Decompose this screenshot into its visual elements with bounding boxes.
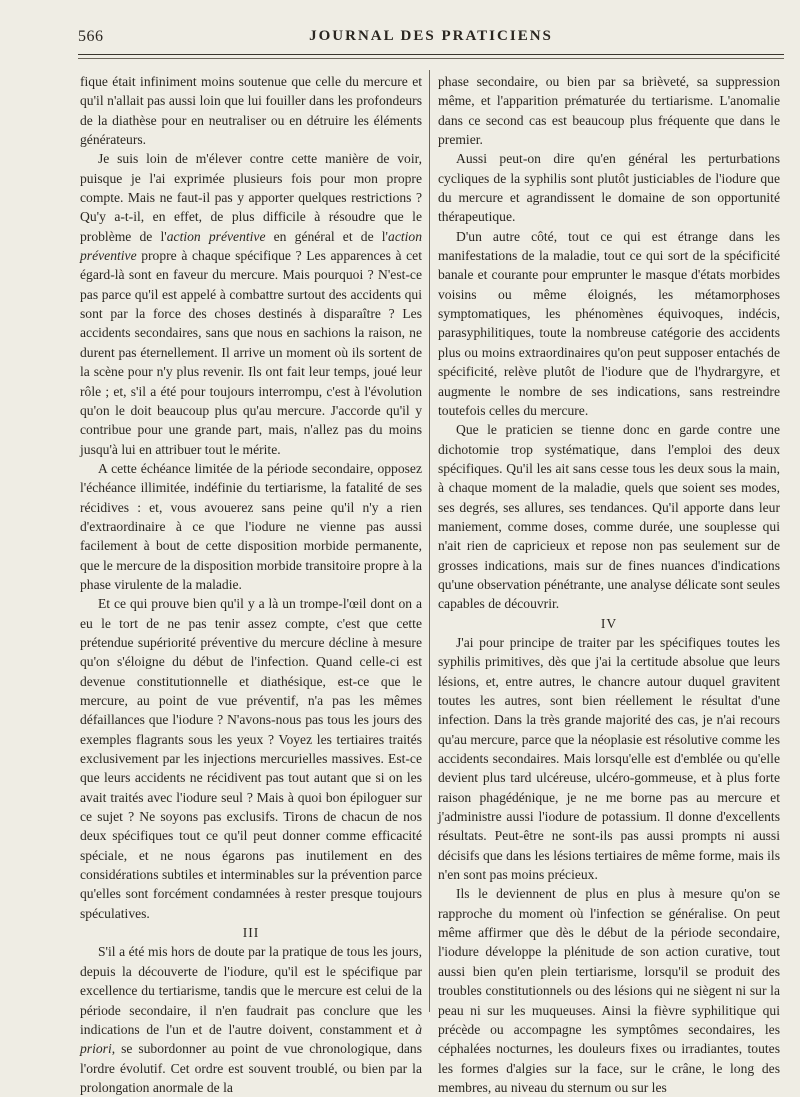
paragraph: Et ce qui prouve bien qu'il y a là un trompe-l'œil dont on a eu le tort de ne pas tenir assez compte, c'est que cette prétendue supériorité préventive du mercure décline à mesure qu'on s'éloigne du début de l'infection. Quand celle-ci est devenue constitutionnelle et diathésique, est-ce que le mercure, au point de vue préventif, n'a pas les mêmes défaillances que l'iodure ? N'avons-nous pas tous les jours des exemples flagrants sous les yeux ? Voyez les tertiaires traités exclusivement par les injections mercurielles massives. Est-ce que leurs accidents ne récidivent pas tout autant que si on les avait traités avec l'iodure seul ? Mais à quoi bon épiloguer sur ce sujet ? Ne soyons pas exclusifs. Tirons de chacun de nos deux spécifiques tout ce qu'il peut donner comme efficacité spéciale, et ne nous égarons pas inutilement en des considérations subtiles et interminables sur la prévention parce qu'elles sont forcément condamnées à rester presque toujours spéculatives.: [80, 596, 422, 921]
paragraph: Que le praticien se tienne donc en garde contre une dichotomie trop systématique, dans l'emploi des deux spécifiques. Qu'il les ait sans cesse tous les deux sous la main, à chaque moment de la maladie, quels que soient ses modes, ses degrés, ses allures, ses tendances. Qu'il apporte dans leur maniement, comme doses, comme durée, une souplesse qui n'ait rien de capricieux et repose non pas seulement sur de grosses indications, mais sur de fines nuances d'indications qu'une observation pénétrante, une analyse délicate sont seules capables de découvrir.: [438, 422, 780, 612]
paragraph: Ils le deviennent de plus en plus à mesure qu'on se rapproche du moment où l'infection se généralise. On peut même affirmer que dès le début de la période secondaire, l'iodure développe la plénitude de son action curative, tout aussi bien qu'en plein tertiarisme, lorsqu'il se produit des troubles constitutionnels ou des lésions qui ne siègent ni sur la peau ni sur les muqueuses. Ainsi la fièvre syphilitique qui précède ou accompagne les symptômes secondaires, les céphalées nocturnes, les douleurs fixes ou irradiantes, toutes les formes d'algies sur la face, sur le crâne, le long des membres, au niveau du sternum ou sur les: [438, 886, 780, 1095]
paragraph: Je suis loin de m'élever contre cette manière de voir, puisque je l'ai exprimée plusieurs fois pour mon propre compte. Mais ne faut-il pas y apporter quelques restrictions ? Qu'y a-t-il, en effet, de plus difficile à résoudre que le problème de l'action préventive en général et de l'action préventive propre à chaque spécifique ? Les apparences à cet égard-là sont en faveur du mercure. Mais pourquoi ? N'est-ce pas parce qu'il est appelé à combattre surtout des accidents qui sont par la force des choses destinés à disparaître ? Les accidents secondaires, sans que nous en sachions la raison, ne durent pas éternellement. Il arrive un moment où ils sortent de la scène pour n'y plus revenir. Ils ont fait leur temps, joué leur rôle ; et, s'il a été pour toujours interrompu, c'est à l'évolution qu'on le doit beaucoup plus qu'au mercure. J'accorde qu'il y contribue pour une grande part, mais, n'allez pas du moins jusqu'à lui en attribuer tout le mérite.: [80, 151, 422, 457]
page-header: [78, 28, 784, 52]
paragraph: fique était infiniment moins soutenue que celle du mercure et qu'il n'allait pas aussi loin que lui fouiller dans les profondeurs de la diathèse pour en neutraliser ou en détruire les éléments générateurs.: [80, 74, 422, 148]
page-number: 566: [78, 28, 104, 45]
right-column: [438, 72, 780, 1095]
paragraph: A cette échéance limitée de la période secondaire, opposez l'échéance illimitée, indéfinie du tertiarisme, la fatalité de ses récidives : et, vous avouerez sans peine qu'il n'y a rien d'extraordinaire à ce que l'iodure ne vienne pas aussi facilement à bout de cette disposition morbide permanente, que le mercure de la disposition morbide transitoire propre à la phase virulente de la maladie.: [80, 460, 422, 592]
column-divider: [429, 70, 430, 1012]
section-heading-iv: IV: [600, 615, 618, 631]
header-rule: [78, 54, 784, 55]
paragraph: J'ai pour principe de traiter par les spécifiques toutes les syphilis primitives, dès que j'ai la certitude absolue que leurs lésions, et, entre autres, le chancre autour duquel gravitent toutes les autres, sont bien réellement le résultat d'une infection. Dans la très grande majorité des cas, je n'ai recours qu'au mercure, parce que la néoplasie est résolutive comme les accidents secondaires. Mais lorsqu'elle est d'emblée ou qu'elle devient plus tard ulcéreuse, ulcéro-gommeuse, et à plus forte raison phagédénique, je ne me borne pas au mercure et j'administre aussi l'iodure de potassium. Il donne d'excellents résultats. Peut-être ne sont-ils pas aussi prompts ni aussi décisifs que dans les lésions tertiaires de même forme, mais ils n'en sont pas moins précieux.: [438, 634, 780, 883]
section-heading-iii: III: [242, 925, 260, 941]
paragraph: D'un autre côté, tout ce qui est étrange dans les manifestations de la maladie, tout ce qui sort de la spécificité banale et courante pour emprunter le masque d'états morbides voisins ou même éloignés, les métamorphoses symptomatiques, les phénomènes équivoques, indécis, parasyphilitiques, toute la nombreuse catégorie des accidents plus ou moins extraordinaires qu'on peut supposer entachés de spécificité, relève plutôt de l'iodure que de l'hydrargyre, et augmente le nombre de ses indications, sans restreindre toutefois celles du mercure.: [438, 228, 780, 418]
journal-title: JOURNAL DES PRATICIENS: [309, 28, 553, 44]
paragraph: Aussi peut-on dire qu'en général les perturbations cycliques de la syphilis sont plutôt justiciables de l'iodure que du mercure et agrandissent le domaine de son opportunité thérapeutique.: [438, 151, 780, 225]
header-rule-thin: [78, 58, 784, 59]
paragraph: phase secondaire, ou bien par sa brièveté, sa suppression même, et l'apparition prématurée du tertiarisme. L'anomalie dans ce second cas est beaucoup plus fréquente que dans le premier.: [438, 74, 780, 148]
paragraph: S'il a été mis hors de doute par la pratique de tous les jours, depuis la découverte de l'iodure, qu'il est le spécifique par excellence du tertiarisme, tandis que le mercure est celui de la période secondaire, il n'en faudrait pas conclure que les indications de l'un et de l'autre doivent, constamment et à priori, se subordonner au point de vue chronologique, dans l'ordre évolutif. Cet ordre est souvent troublé, ou bien par la prolongation anormale de la: [80, 944, 422, 1095]
left-column: [80, 72, 422, 1095]
